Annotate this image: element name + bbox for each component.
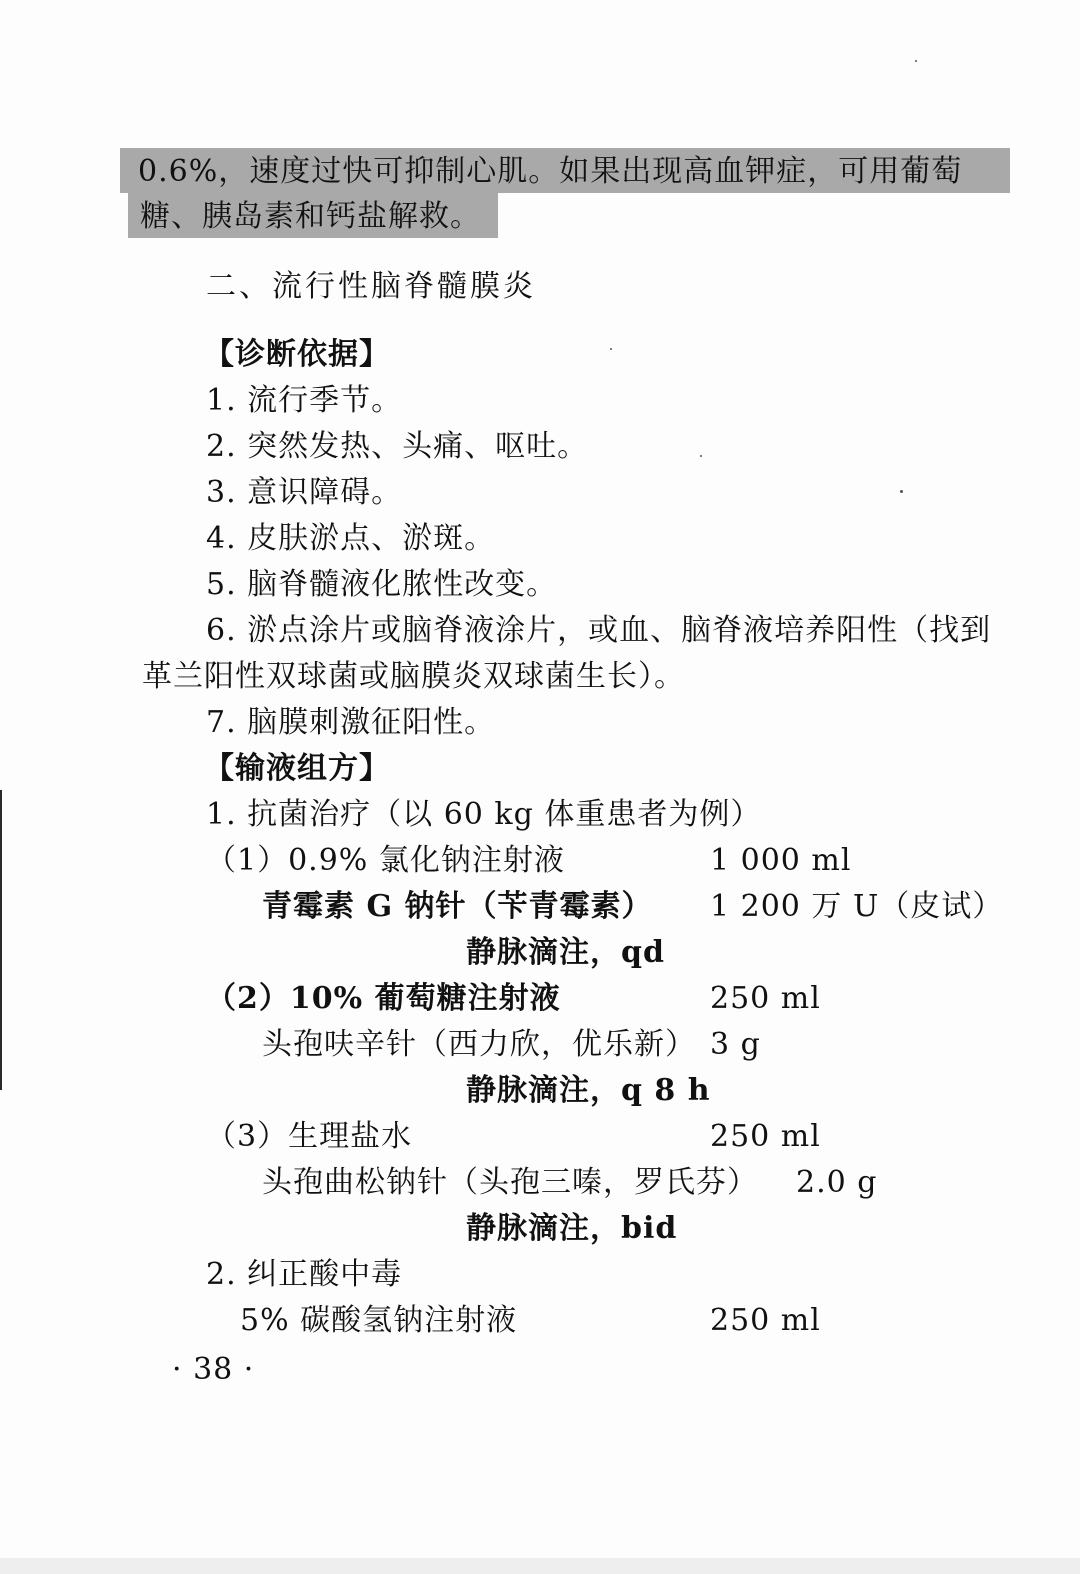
rx4-solution-amount: 250 ml bbox=[710, 1303, 821, 1338]
diagnosis-item-5: 5. 脑脊髓液化脓性改变。 bbox=[206, 567, 558, 602]
rx3-drug: 头孢曲松钠针（头孢三嗪，罗氏芬） bbox=[262, 1165, 758, 1200]
rx2-drug-amount: 3 g bbox=[710, 1027, 761, 1062]
section-title: 二、流行性脑脊髓膜炎 bbox=[206, 269, 536, 304]
rx2-drug: 头孢呋辛针（西力欣，优乐新） bbox=[262, 1027, 696, 1062]
page-number: · 38 · bbox=[172, 1352, 255, 1387]
infusion-item-1-title: 1. 抗菌治疗（以 60 kg 体重患者为例） bbox=[206, 797, 762, 832]
scan-speck bbox=[900, 490, 903, 493]
rx2-solution: （2）10% 葡萄糖注射液 bbox=[206, 981, 561, 1016]
diagnosis-item-3: 3. 意识障碍。 bbox=[206, 475, 403, 510]
diagnosis-item-6-continued: 革兰阳性双球菌或脑膜炎双球菌生长）。 bbox=[142, 659, 685, 694]
scan-speck bbox=[915, 60, 917, 62]
infusion-item-2-title: 2. 纠正酸中毒 bbox=[206, 1257, 403, 1292]
diagnosis-item-7: 7. 脑膜刺激征阳性。 bbox=[206, 705, 496, 740]
rx1-solution: （1）0.9% 氯化钠注射液 bbox=[206, 843, 565, 878]
rx1-route: 静脉滴注，qd bbox=[466, 935, 665, 970]
bottom-scan-strip bbox=[0, 1558, 1080, 1574]
rx3-solution-amount: 250 ml bbox=[710, 1119, 821, 1154]
rx2-route: 静脉滴注，q 8 h bbox=[466, 1073, 711, 1108]
infusion-heading: 【输液组方】 bbox=[204, 751, 390, 786]
scan-speck bbox=[610, 348, 612, 350]
rx4-solution: 5% 碳酸氢钠注射液 bbox=[240, 1303, 518, 1338]
rx2-solution-amount: 250 ml bbox=[710, 981, 821, 1016]
diagnosis-item-4: 4. 皮肤淤点、淤斑。 bbox=[206, 521, 496, 556]
highlighted-line-1[interactable]: 0.6%，速度过快可抑制心肌。如果出现高血钾症，可用葡萄 bbox=[138, 154, 963, 189]
diagnosis-item-6: 6. 淤点涂片或脑脊液涂片，或血、脑脊液培养阳性（找到 bbox=[206, 613, 992, 648]
rx1-solution-amount: 1 000 ml bbox=[710, 843, 852, 878]
rx3-route: 静脉滴注，bid bbox=[466, 1211, 678, 1246]
scan-speck bbox=[700, 455, 702, 457]
rx3-solution: （3）生理盐水 bbox=[206, 1119, 413, 1154]
diagnosis-item-1: 1. 流行季节。 bbox=[206, 383, 403, 418]
rx1-drug: 青霉素 G 钠针（苄青霉素） bbox=[262, 889, 653, 924]
diagnosis-heading: 【诊断依据】 bbox=[204, 337, 390, 372]
rx1-drug-amount: 1 200 万 U（皮试） bbox=[710, 889, 1004, 924]
rx3-drug-amount: 2.0 g bbox=[796, 1165, 878, 1200]
highlighted-line-2[interactable]: 糖、胰岛素和钙盐解救。 bbox=[140, 199, 481, 234]
scan-edge-mark bbox=[0, 790, 2, 1090]
diagnosis-item-2: 2. 突然发热、头痛、呕吐。 bbox=[206, 429, 589, 464]
